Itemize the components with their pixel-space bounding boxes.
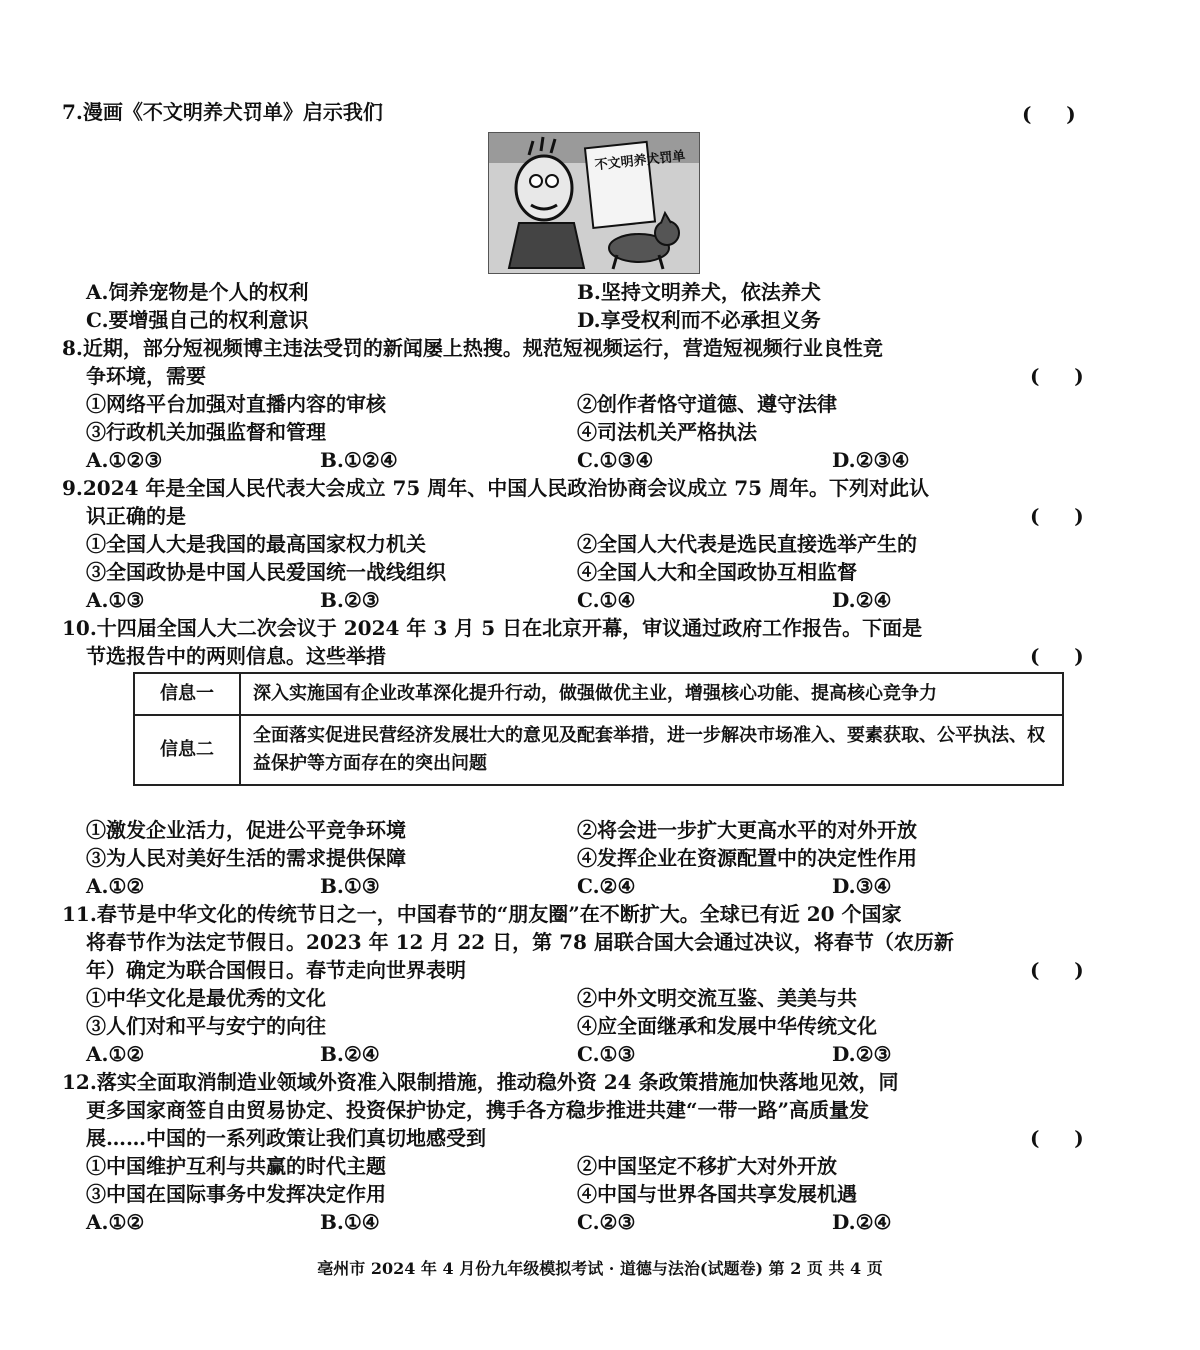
info-text-1: 深入实施国有企业改革深化提升行动，做强做优主业，增强核心功能、提高核心竞争力 xyxy=(240,673,1063,715)
q8-item-2: ②创作者恪守道德、遵守法律 xyxy=(577,392,837,416)
q12-option-b: B.①④ xyxy=(320,1210,380,1234)
q7-stem: 7.漫画《不文明养犬罚单》启示我们 xyxy=(62,100,383,124)
q7-option-a: A.饲养宠物是个人的权利 xyxy=(86,280,309,304)
q12-stem-line1: 12.落实全面取消制造业领域外资准入限制措施，推动稳外资 24 条政策措施加快落地见效，同 xyxy=(62,1070,899,1094)
q12-item-4: ④中国与世界各国共享发展机遇 xyxy=(577,1182,857,1206)
q11-stem-line1: 11.春节是中华文化的传统节日之一，中国春节的“朋友圈”在不断扩大。全球已有近 20 个国家 xyxy=(62,902,902,926)
q9-option-a: A.①③ xyxy=(86,588,145,612)
table-row xyxy=(134,715,1063,785)
q10-answer-paren: ( ) xyxy=(1030,644,1084,668)
q8-item-3: ③行政机关加强监督和管理 xyxy=(86,420,326,444)
q11-option-a: A.①② xyxy=(86,1042,145,1066)
q11-item-1: ①中华文化是最优秀的文化 xyxy=(86,986,326,1010)
q9-option-d: D.②④ xyxy=(832,588,892,612)
q9-stem-line1: 9.2024 年是全国人民代表大会成立 75 周年、中国人民政治协商会议成立 75 周年。下列对此认 xyxy=(62,476,930,500)
q11-option-d: D.②③ xyxy=(832,1042,892,1066)
q11-option-b: B.②④ xyxy=(320,1042,380,1066)
q9-stem-line2: 识正确的是 xyxy=(86,504,186,528)
q7-option-c: C.要增强自己的权利意识 xyxy=(86,308,309,332)
q10-item-3: ③为人民对美好生活的需求提供保障 xyxy=(86,846,406,870)
q12-option-a: A.①② xyxy=(86,1210,145,1234)
q12-item-1: ①中国维护互利与共赢的时代主题 xyxy=(86,1154,386,1178)
q11-item-2: ②中外文明交流互鉴、美美与共 xyxy=(577,986,857,1010)
q9-item-3: ③全国政协是中国人民爱国统一战线组织 xyxy=(86,560,446,584)
q10-item-4: ④发挥企业在资源配置中的决定性作用 xyxy=(577,846,917,870)
cartoon-sign-text: 不文明养犬罚单 xyxy=(594,148,687,174)
info-text-2: 全面落实促进民营经济发展壮大的意见及配套举措，进一步解决市场准入、要素获取、公平执法、权益保护等方面存在的突出问题 xyxy=(240,715,1063,785)
q9-answer-paren: ( ) xyxy=(1030,504,1084,528)
q9-item-2: ②全国人大代表是选民直接选举产生的 xyxy=(577,532,917,556)
q8-option-c: C.①③④ xyxy=(577,448,654,472)
q8-stem-line2: 争环境，需要 xyxy=(86,364,206,388)
page-footer: 亳州市 2024 年 4 月份九年级模拟考试 · 道德与法治(试题卷) 第 2 页 共 4 页 xyxy=(317,1259,883,1278)
q7-option-d: D.享受权利而不必承担义务 xyxy=(577,308,821,332)
q12-item-3: ③中国在国际事务中发挥决定作用 xyxy=(86,1182,386,1206)
q10-stem-line2: 节选报告中的两则信息。这些举措 xyxy=(86,644,386,668)
q10-option-d: D.③④ xyxy=(832,874,892,898)
q11-item-3: ③人们对和平与安宁的向往 xyxy=(86,1014,326,1038)
q8-item-1: ①网络平台加强对直播内容的审核 xyxy=(86,392,386,416)
q9-option-b: B.②③ xyxy=(320,588,380,612)
q8-stem-line1: 8.近期，部分短视频博主违法受罚的新闻屡上热搜。规范短视频运行，营造短视频行业良性竞 xyxy=(62,336,883,360)
q7-answer-paren: ( ) xyxy=(1022,102,1076,126)
q10-option-b: B.①③ xyxy=(320,874,380,898)
q9-option-c: C.①④ xyxy=(577,588,636,612)
q10-item-1: ①激发企业活力，促进公平竞争环境 xyxy=(86,818,406,842)
q12-option-d: D.②④ xyxy=(832,1210,892,1234)
q12-option-c: C.②③ xyxy=(577,1210,636,1234)
q12-stem-line3: 展……中国的一系列政策让我们真切地感受到 xyxy=(86,1126,486,1150)
q10-item-2: ②将会进一步扩大更高水平的对外开放 xyxy=(577,818,917,842)
q11-answer-paren: ( ) xyxy=(1030,958,1084,982)
q10-option-a: A.①② xyxy=(86,874,145,898)
q8-answer-paren: ( ) xyxy=(1030,364,1084,388)
q11-stem-line3: 年）确定为联合国假日。春节走向世界表明 xyxy=(86,958,466,982)
q11-stem-line2: 将春节作为法定节假日。2023 年 12 月 22 日，第 78 届联合国大会通过决议，将春节（农历新 xyxy=(86,930,954,954)
q10-stem-line1: 10.十四届全国人大二次会议于 2024 年 3 月 5 日在北京开幕，审议通过政府工作报告。下面是 xyxy=(62,616,923,640)
q9-item-1: ①全国人大是我国的最高国家权力机关 xyxy=(86,532,426,556)
q8-option-b: B.①②④ xyxy=(320,448,398,472)
q9-item-4: ④全国人大和全国政协互相监督 xyxy=(577,560,857,584)
q12-answer-paren: ( ) xyxy=(1030,1126,1084,1150)
table-row xyxy=(134,673,1063,715)
q11-option-c: C.①③ xyxy=(577,1042,636,1066)
info-label-2: 信息二 xyxy=(134,715,240,785)
q12-item-2: ②中国坚定不移扩大对外开放 xyxy=(577,1154,837,1178)
q10-option-c: C.②④ xyxy=(577,874,636,898)
q10-info-table xyxy=(133,672,1064,786)
q7-option-b: B.坚持文明养犬，依法养犬 xyxy=(577,280,821,304)
q12-stem-line2: 更多国家商签自由贸易协定、投资保护协定，携手各方稳步推进共建“一带一路”高质量发 xyxy=(86,1098,870,1122)
q11-item-4: ④应全面继承和发展中华传统文化 xyxy=(577,1014,877,1038)
q8-option-d: D.②③④ xyxy=(832,448,910,472)
cartoon-image xyxy=(488,132,700,274)
q8-item-4: ④司法机关严格执法 xyxy=(577,420,757,444)
q8-option-a: A.①②③ xyxy=(86,448,163,472)
info-label-1: 信息一 xyxy=(134,673,240,715)
